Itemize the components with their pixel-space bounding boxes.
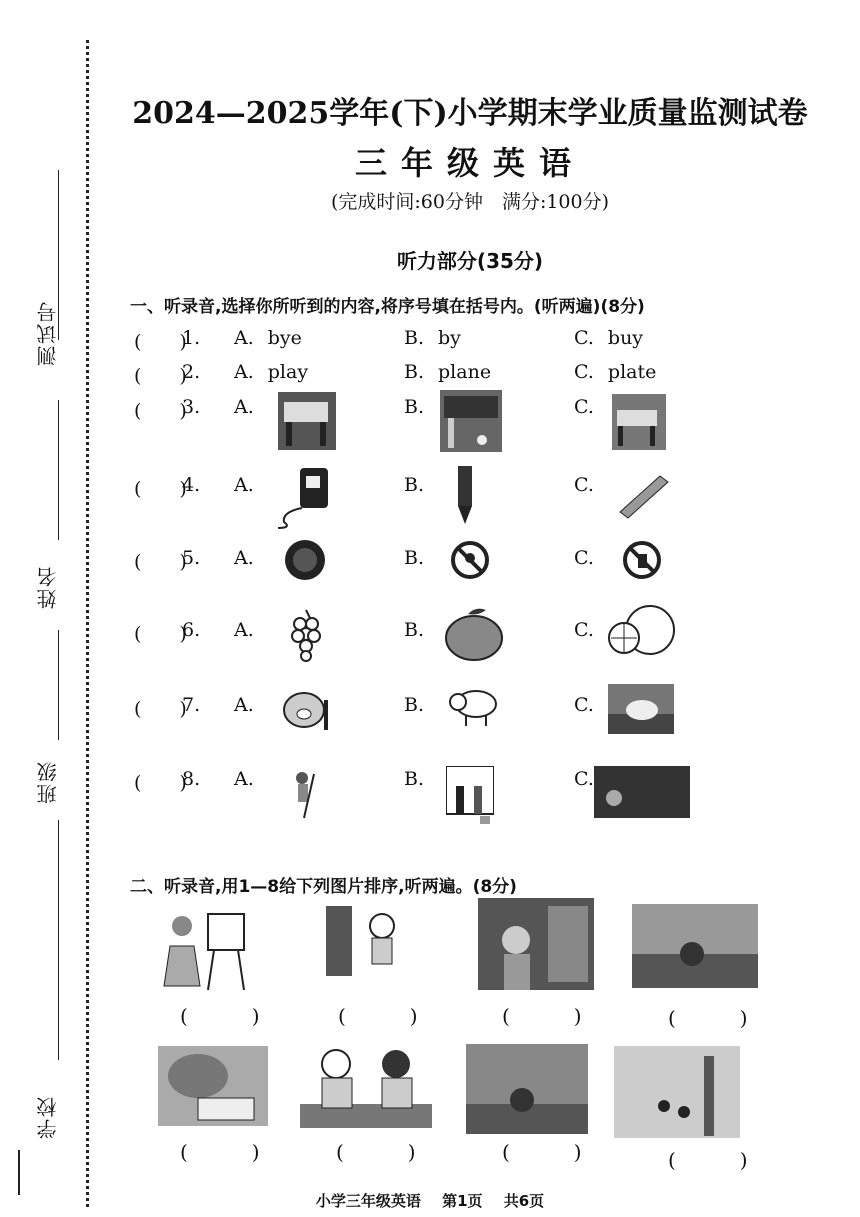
footer-page: 第1页 (442, 1192, 483, 1210)
answer-paren[interactable]: ( ) (134, 400, 187, 422)
question-1 (130, 327, 830, 357)
order-paren-1[interactable]: ( ) (180, 1004, 282, 1028)
pen-picture[interactable] (452, 464, 478, 526)
drinking-picture[interactable] (478, 898, 594, 990)
painting-picture[interactable] (160, 906, 250, 994)
cow-picture[interactable] (608, 684, 674, 734)
answer-paren[interactable]: ( ) (134, 365, 187, 387)
name-line (58, 400, 59, 540)
option-label: A. (234, 768, 254, 790)
question-number: 2. (182, 361, 201, 383)
option-label: A. (234, 474, 254, 496)
option-text: plane (438, 361, 492, 383)
part2-instruction: 二、听录音,用1—8给下列图片排序,听两遍。(8分) (130, 877, 517, 897)
orange-picture[interactable] (606, 602, 676, 658)
option-label: C. (574, 547, 594, 569)
part1-instruction: 一、听录音,选择你所听到的内容,将序号填在括号内。(听两遍)(8分) (130, 297, 645, 317)
option-label: A. (234, 619, 254, 641)
answer-paren[interactable]: ( ) (134, 331, 187, 353)
question-number: 3. (182, 396, 201, 418)
question-4 (130, 474, 830, 504)
option-label: C. (574, 474, 594, 496)
option-label: C. (574, 694, 594, 716)
grapes-picture[interactable] (290, 606, 326, 662)
order-paren-2[interactable]: ( ) (338, 1004, 440, 1028)
option-label: B. (404, 547, 425, 569)
answer-paren[interactable]: ( ) (134, 478, 187, 500)
option-text: bye (267, 327, 302, 349)
order-paren-8[interactable]: ( ) (668, 1148, 770, 1172)
question-number: 5. (182, 547, 201, 569)
option-label: B. (404, 694, 425, 716)
order-paren-7[interactable]: ( ) (502, 1140, 604, 1164)
option-label: C. (574, 768, 594, 790)
answer-paren[interactable]: ( ) (134, 551, 187, 573)
talking-picture[interactable] (300, 1042, 432, 1128)
exam-title: 2024—2025学年(下)小学期末学业质量监测试卷 (132, 96, 808, 131)
option-label: B. (404, 768, 425, 790)
cleaning-window-picture[interactable] (446, 766, 494, 826)
school-line (58, 820, 59, 1060)
flying-plane-picture[interactable] (632, 904, 758, 988)
question-number: 4. (182, 474, 201, 496)
option-label: B. (404, 619, 425, 641)
option-label: A. (234, 361, 254, 383)
question-number: 6. (182, 619, 201, 641)
ruler-picture[interactable] (618, 474, 670, 520)
sweeping-picture[interactable] (290, 770, 320, 822)
door-picture[interactable] (322, 904, 412, 980)
order-paren-3[interactable]: ( ) (502, 1004, 604, 1028)
binding-dotted-line (86, 40, 89, 1207)
time-info: (完成时间:60分钟 满分:100分) (330, 191, 610, 213)
answer-paren[interactable]: ( ) (134, 623, 187, 645)
option-label: C. (574, 396, 594, 418)
no-drinking-sign[interactable] (622, 540, 662, 580)
walking-picture[interactable] (614, 1046, 740, 1138)
option-label: A. (234, 694, 254, 716)
question-2 (130, 361, 830, 391)
option-label: A. (234, 396, 254, 418)
footer-total: 共6页 (503, 1192, 545, 1210)
page-footer (0, 1190, 860, 1211)
blackboard-picture[interactable] (594, 766, 690, 818)
order-paren-5[interactable]: ( ) (180, 1140, 282, 1164)
option-label: B. (404, 474, 425, 496)
desk-picture-b[interactable] (440, 390, 502, 452)
pig-picture[interactable] (280, 684, 336, 736)
exam-subtitle: 三年级英语 (354, 144, 585, 182)
answer-paren[interactable]: ( ) (134, 698, 187, 720)
answer-paren[interactable]: ( ) (134, 772, 187, 794)
class-label: 班级 (36, 760, 60, 804)
question-number: 8. (182, 768, 201, 790)
option-label: A. (234, 547, 254, 569)
option-label: B. (404, 396, 425, 418)
desk-picture-c[interactable] (612, 394, 666, 450)
option-label: B. (404, 327, 425, 349)
no-sound-sign[interactable] (283, 538, 327, 582)
sheep-picture[interactable] (448, 684, 498, 728)
question-number: 1. (182, 327, 201, 349)
test-number-label: 测试号 (36, 300, 60, 366)
option-label: C. (574, 361, 594, 383)
name-label: 姓名 (36, 565, 60, 609)
mango-picture[interactable] (440, 602, 506, 664)
no-running-sign[interactable] (450, 540, 490, 580)
school-label: 学校 (36, 1095, 60, 1139)
option-text: plate (607, 361, 657, 383)
question-number: 7. (182, 694, 201, 716)
footer-subject: 小学三年级英语 (315, 1192, 421, 1210)
margin-tick (18, 1150, 20, 1195)
option-label: C. (574, 619, 594, 641)
listening-section-title: 听力部分(35分) (396, 249, 544, 273)
class-line (58, 630, 59, 740)
option-label: A. (234, 327, 254, 349)
order-paren-4[interactable]: ( ) (668, 1006, 770, 1030)
option-text: by (438, 327, 461, 349)
option-label: C. (574, 327, 594, 349)
option-text: buy (607, 327, 644, 349)
desk-picture-a[interactable] (278, 392, 336, 450)
option-text: play (267, 361, 309, 383)
reading-picture[interactable] (158, 1046, 268, 1126)
park-picture[interactable] (466, 1044, 588, 1134)
sharpener-picture[interactable] (272, 462, 336, 530)
order-paren-6[interactable]: ( ) (336, 1140, 438, 1164)
option-label: B. (404, 361, 425, 383)
